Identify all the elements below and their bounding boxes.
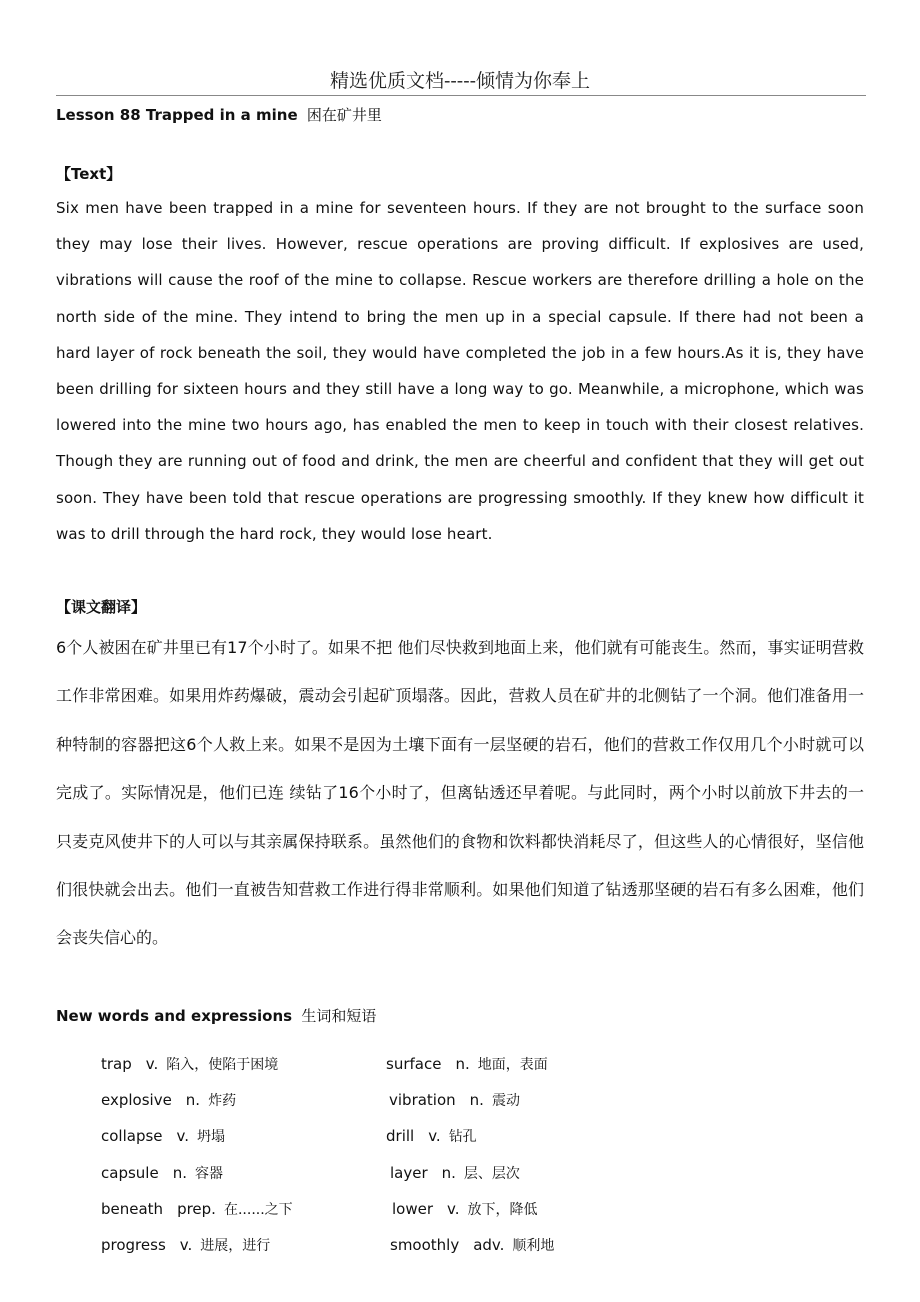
text-section-label: 【Text】 — [56, 165, 122, 183]
vocab-meaning: 容器 — [194, 1165, 223, 1182]
vocab-word: surface — [386, 1055, 442, 1073]
vocab-row — [101, 1155, 721, 1191]
translation-text — [56, 624, 864, 963]
vocab-row — [101, 1118, 721, 1154]
lesson-title-en: Lesson 88 Trapped in a mine — [56, 106, 298, 124]
vocab-pos: n. — [441, 1163, 456, 1182]
vocab-meaning: 钻孔 — [448, 1129, 477, 1146]
vocab-pos: n. — [185, 1091, 201, 1110]
vocab-word: collapse — [101, 1127, 163, 1146]
vocab-entry — [390, 1235, 554, 1255]
vocab-pos: v. — [176, 1127, 190, 1146]
lesson-text — [56, 190, 864, 552]
vocab-pos: n. — [455, 1055, 470, 1073]
vocab-pos: adv. — [473, 1235, 505, 1254]
vocab-meaning: 在......之下 — [223, 1201, 293, 1218]
vocab-meaning: 震动 — [491, 1093, 520, 1110]
vocab-title-en: New words and expressions — [56, 1007, 293, 1025]
vocab-word: drill — [386, 1127, 415, 1146]
vocab-row — [101, 1046, 721, 1082]
header-divider — [56, 95, 866, 96]
lesson-title — [56, 104, 382, 125]
vocab-word: beneath — [101, 1199, 164, 1218]
vocab-pos: v. — [447, 1199, 460, 1218]
vocab-entry — [386, 1126, 477, 1146]
vocab-entry — [101, 1126, 225, 1146]
vocab-word: trap — [101, 1055, 132, 1073]
vocab-entry — [392, 1199, 538, 1219]
vocab-pos: v. — [428, 1127, 441, 1146]
vocab-word: lower — [392, 1199, 434, 1218]
vocab-entry — [101, 1235, 270, 1255]
vocab-pos: prep. — [177, 1199, 216, 1218]
vocab-word: progress — [101, 1235, 166, 1254]
translation-section-label: 【课文翻译】 — [56, 598, 147, 616]
page-header: 精选优质文档-----倾情为你奉上 — [329, 70, 591, 92]
vocab-entry — [390, 1163, 520, 1183]
vocab-meaning: 放下，降低 — [467, 1201, 538, 1218]
vocab-row — [101, 1082, 721, 1118]
vocab-meaning: 陷入，使陷于困境 — [166, 1057, 279, 1073]
vocab-title — [56, 1005, 376, 1026]
vocab-word: vibration — [389, 1091, 456, 1110]
vocab-row — [101, 1227, 721, 1263]
vocab-word: capsule — [101, 1163, 159, 1182]
vocab-meaning: 地面，表面 — [477, 1057, 548, 1073]
vocab-meaning: 顺利地 — [512, 1237, 555, 1254]
vocab-pos: n. — [172, 1163, 187, 1182]
vocab-title-cn: 生词和短语 — [301, 1007, 377, 1025]
vocab-entry — [101, 1054, 278, 1074]
vocab-entry — [386, 1054, 548, 1074]
vocab-entry — [101, 1163, 223, 1183]
vocab-word: smoothly — [390, 1235, 460, 1254]
lesson-text-paragraph: Six men have been trapped in a mine for seventeen hours. If they are not brought to the surface soon they may lose their lives. However, rescue operations are proving difficult. If explosives are used, vibrations will cause the roof of the mine to collapse. Rescue workers are therefore drilling a hole on the north side of the mine. They intend to bring the men up in a special capsule. If there had not been a hard layer of rock beneath the soil, they would have completed the job in a few hours.As it is, they have been drilling for sixteen hours and they still have a long way to go. Meanwhile, a microphone, which was lowered into the mine two hours ago, has enabled the men to keep in touch with their closest relatives. Though they are running out of food and drink, the men are cheerful and confident that they will get out soon. They have been told that rescue operations are progressing smoothly. If they knew how difficult it was to drill through the hard rock, they would lose heart. — [56, 199, 864, 543]
lesson-title-cn: 困在矿井里 — [306, 106, 382, 124]
vocab-entry — [101, 1090, 236, 1110]
vocab-row — [101, 1191, 721, 1227]
vocab-pos: v. — [145, 1055, 159, 1073]
vocab-pos: n. — [469, 1091, 484, 1110]
vocab-meaning: 进展，进行 — [200, 1237, 271, 1254]
vocab-meaning: 层、层次 — [463, 1165, 520, 1182]
vocab-entry — [389, 1090, 520, 1110]
translation-paragraph: 6个人被困在矿井里已有17个小时了。如果不把 他们尽快救到地面上来，他们就有可能丧生。然而，事实证明营救工作非常困难。如果用炸药爆破，震动会引起矿顶塌落。因此，营救人员在矿井的北侧钻了一个洞。他们准备用一种特制的容器把这6个人救上来。如果不是因为土壤下面有一层坚硬的岩石，他们的营救工作仅用几个小时就可以完成了。实际情况是，他们已连 续钻了16个小时了，但离钻透还早着呢。与此同时，两个小时以前放下井去的一只麦克风使井下的人可以与其亲属保持联系。虽然他们的食物和饮料都快消耗尽了，但这些人的心情很好，坚信他们很快就会出去。他们一直被告知营救工作进行得非常顺利。如果他们知道了钻透那坚硬的岩石有多么困难，他们会丧失信心的。 — [56, 638, 864, 948]
vocab-meaning: 坍塌 — [197, 1129, 226, 1146]
vocab-word: layer — [390, 1163, 428, 1182]
vocab-pos: v. — [179, 1235, 193, 1254]
vocab-entry — [101, 1199, 293, 1219]
vocab-meaning: 炸药 — [208, 1093, 237, 1110]
vocab-word: explosive — [101, 1091, 172, 1110]
vocab-list — [101, 1046, 721, 1263]
